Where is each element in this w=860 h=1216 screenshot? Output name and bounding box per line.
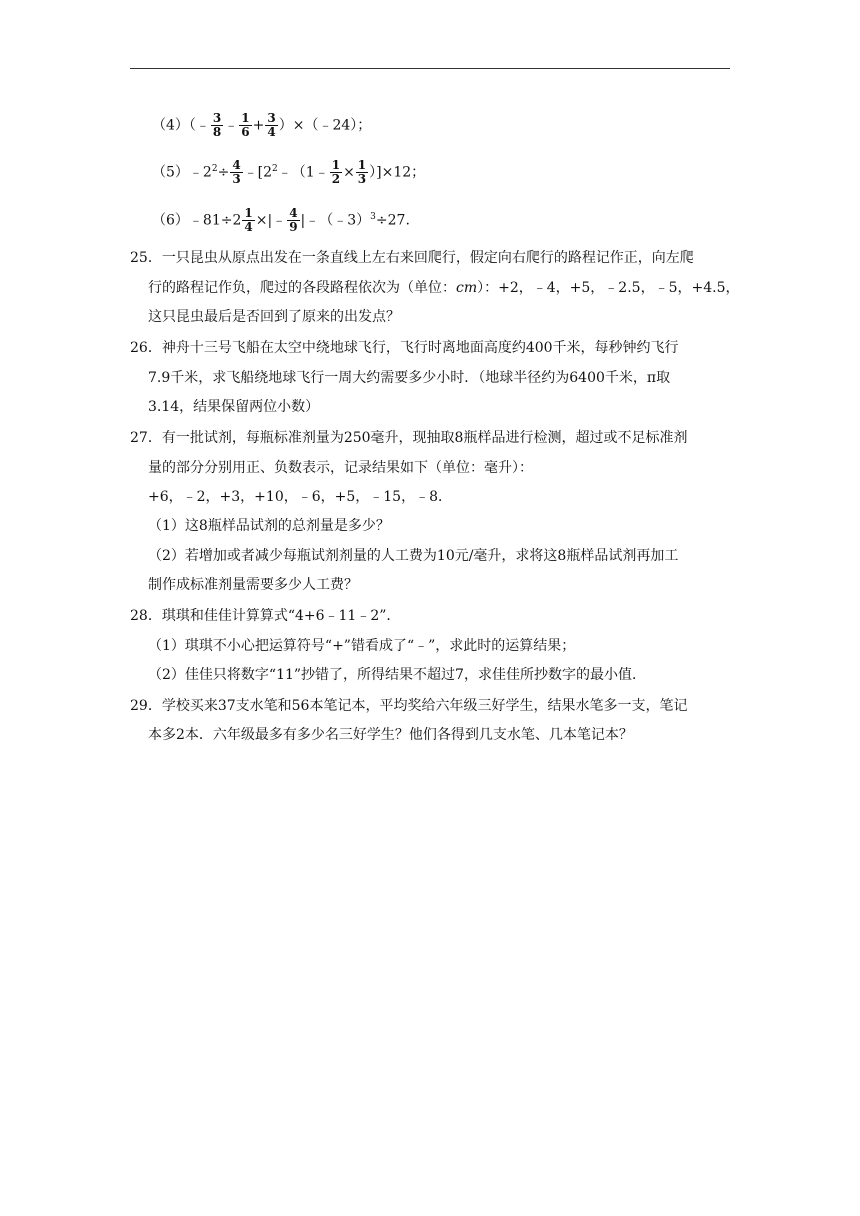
denominator: 4	[244, 220, 253, 235]
problem-6	[152, 207, 752, 234]
problem-label: （4）	[152, 117, 189, 134]
denominator: 8	[212, 125, 222, 139]
header-rule	[130, 68, 730, 69]
expr-part: ×|﹣	[255, 212, 287, 229]
q25-text: 行的路程记作负，爬过的各段路程依次为（单位：	[148, 280, 456, 296]
expr-part: ）]×12；	[369, 164, 426, 181]
q28-sub-1: （1）琪琪不小心把运算符号“+”错看成了“﹣”，求此时的运算结果；	[148, 638, 576, 654]
expr-part: ﹣[2	[243, 164, 273, 181]
q28-sub-2: （2）佳佳只将数字“11”抄错了，所得结果不超过7，求佳佳所抄数字的最小值．	[148, 667, 646, 683]
expr-part: ﹣	[224, 117, 239, 134]
numerator: 1	[331, 158, 341, 173]
fraction	[239, 112, 251, 139]
expr-part: ÷27.	[375, 212, 410, 229]
expr-part: （﹣	[188, 117, 210, 134]
denominator: 9	[289, 220, 298, 235]
problem-label: （6）	[152, 212, 189, 229]
denominator: 2	[331, 172, 341, 187]
q26-line-2: 7.9千米，求飞船绕地球飞行一周大约需要多少小时．（地球半径约为6400千米，π取	[148, 370, 671, 386]
numerator: 1	[357, 158, 367, 173]
fraction	[330, 159, 342, 186]
expr-part: ÷	[217, 164, 230, 181]
q27-sub-2b: 制作成标准剂量需要多少人工费？	[148, 577, 358, 593]
expr-part: +	[252, 117, 265, 134]
q26-line-3: 3.14，结果保留两位小数）	[148, 399, 320, 415]
denominator: 6	[241, 125, 250, 139]
numerator: 4	[289, 206, 298, 221]
numerator: 3	[212, 111, 222, 125]
q28-line-1: 28．琪琪和佳佳计算算式“4+6﹣11﹣2”．	[130, 608, 401, 624]
fraction	[287, 207, 299, 234]
problem-label: （5）	[152, 164, 189, 181]
q27-sub-1: （1）这8瓶样品试剂的总剂量是多少？	[148, 518, 390, 534]
expr-part: ﹣2	[188, 164, 212, 181]
q29-line-1: 29．学校买来37支水笔和56本笔记本，平均奖给六年级三好学生，结果水笔多一支，笔记	[130, 698, 688, 714]
q25-line-2	[148, 278, 748, 298]
denominator: 3	[232, 172, 241, 187]
q29-line-2: 本多2本．六年级最多有多少名三好学生？他们各得到几支水笔、几本笔记本？	[148, 727, 633, 743]
fraction	[230, 159, 242, 186]
q25-line-1: 25．一只昆虫从原点出发在一条直线上左右来回爬行，假定向右爬行的路程记作正，向左爬	[130, 250, 694, 266]
exponent: 2	[272, 164, 278, 174]
q27-line-2: 量的部分分别用正、负数表示，记录结果如下（单位：毫升）：	[148, 460, 533, 476]
numerator: 1	[244, 206, 253, 221]
problem-5	[152, 159, 752, 186]
expr-part: ﹣81÷2	[188, 212, 242, 229]
q26-line-1: 26．神舟十三号飞船在太空中绕地球飞行，飞行时离地面高度约400千米，每秒钟约飞行	[130, 340, 679, 356]
exponent: 3	[370, 212, 376, 222]
expr-part: ×	[343, 164, 355, 181]
fraction	[265, 112, 277, 139]
fraction	[242, 207, 254, 234]
fraction	[211, 112, 223, 139]
numerator: 4	[232, 158, 241, 173]
expr-part: ﹣（1﹣	[277, 164, 329, 181]
problem-4	[152, 112, 752, 139]
exponent: 2	[211, 164, 218, 174]
q25-text: ）：+2，﹣4，+5，﹣2.5，﹣5，+4.5，	[477, 280, 740, 296]
expr-part: ）×（﹣24）；	[278, 117, 372, 134]
numerator: 3	[267, 111, 276, 125]
q27-sub-2a: （2）若增加或者减少每瓶试剂剂量的人工费为10元/毫升，求将这8瓶样品试剂再加工	[148, 548, 679, 564]
denominator: 4	[267, 125, 276, 139]
q25-line-3: 这只昆虫最后是否回到了原来的出发点？	[148, 309, 400, 325]
numerator: 1	[241, 111, 250, 125]
unit-label: cm	[456, 280, 478, 296]
expr-part: |﹣（﹣3）	[300, 212, 371, 229]
fraction	[356, 159, 368, 186]
q27-line-3: +6，﹣2，+3，+10，﹣6，+5，﹣15，﹣8．	[148, 489, 452, 505]
denominator: 3	[357, 172, 367, 187]
q27-line-1: 27．有一批试剂，每瓶标准剂量为250毫升，现抽取8瓶样品进行检测，超过或不足标准剂	[130, 430, 688, 446]
